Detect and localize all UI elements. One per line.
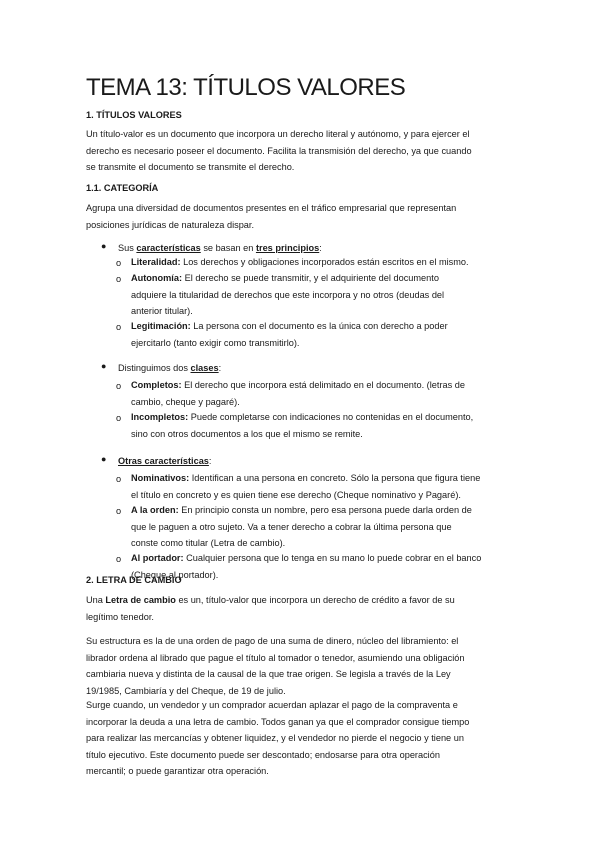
text-line: se transmite el documento se transmite el derecho.	[86, 162, 295, 173]
sub-item-label: A la orden:	[131, 505, 179, 515]
sub-bullet-icon: o	[116, 274, 122, 284]
text-line: 19/1985, Cambiaría y del Cheque, de 19 de julio.	[86, 685, 286, 696]
text-span: Una	[86, 595, 106, 605]
text-line: En principio consta un nombre, pero esa persona puede darla orden de	[178, 505, 472, 515]
text-line: cambio, cheque y pagaré).	[131, 396, 240, 407]
text-line: posiciones jurídicas de naturaleza dispar.	[86, 219, 255, 230]
section-heading-categoria: 1.1. CATEGORÍA	[86, 183, 159, 193]
text-line: Los derechos y obligaciones incorporados están escritos en el mismo.	[180, 257, 469, 267]
sub-item-incompletos	[131, 409, 473, 442]
text-line: El derecho que incorpora está delimitado en el documento. (letras de	[181, 380, 465, 390]
bullet-text: :	[208, 456, 212, 466]
sub-item-label: Completos:	[131, 380, 182, 390]
sub-item-label: Incompletos:	[131, 412, 189, 422]
text-line: Puede completarse con indicaciones no contenidas en el documento,	[188, 412, 474, 422]
bullet-text: Sus	[118, 243, 137, 253]
section-heading-letra-de-cambio: 2. LETRA DE CAMBIO	[86, 575, 182, 585]
text-line: para realizar las mercancías y obtener liquidez, y el vendedor no pierde el negocio y tiene un	[86, 733, 464, 744]
text-line: incorporar la deuda a una letra de cambio. Todos ganan ya que el comprador consigue tiempo	[86, 716, 470, 727]
bullet-text: se basan en	[200, 243, 256, 253]
underlined-term: Otras características	[118, 456, 209, 466]
bullet-clases	[118, 363, 221, 373]
text-line: cambiaria nueva y distinta de la causal de la que trae origen. Se legisla a través de la Ley	[86, 669, 451, 680]
text-line: título ejecutivo. Este documento puede ser descontado; endosarse para otra operación	[86, 749, 440, 760]
text-line: anterior titular).	[131, 306, 193, 317]
text-line: adquiere la titularidad de derechos que este incorpora y no otros (deudas del	[131, 289, 445, 300]
sub-bullet-icon: o	[116, 381, 122, 391]
section-2-paragraph-1	[86, 592, 455, 625]
text-line: Identifican a una persona en concreto. Sólo la persona que figura tiene	[189, 473, 481, 483]
sub-item-literalidad	[131, 254, 469, 271]
text-line: Su estructura es la de una orden de pago de una suma de dinero, núcleo del libramiento: el	[86, 636, 459, 646]
text-line: (Cheque al portador).	[131, 569, 219, 580]
bullet-text: :	[218, 363, 222, 373]
sub-item-label: Literalidad:	[131, 257, 181, 267]
underlined-term: tres principios	[255, 243, 320, 253]
sub-item-legitimacion	[131, 318, 448, 351]
text-line: librador ordena al librado que pague el título al tomador o tenedor, asumiendo una obligación	[86, 652, 465, 663]
section-2-paragraph-3	[86, 697, 469, 780]
section-2-paragraph-2	[86, 633, 464, 699]
text-line: el título en concreto y es quien tiene ese derecho (Cheque nominativo y Pagaré).	[131, 489, 461, 500]
text-line: derecho es necesario poseer el documento. Facilita la transmisión del derecho, ya que cuando	[86, 145, 472, 156]
section-heading-titulos-valores: 1. TÍTULOS VALORES	[86, 110, 182, 120]
text-line: Agrupa una diversidad de documentos presentes en el tráfico empresarial que representan	[86, 203, 457, 213]
bullet-dot-icon: ●	[101, 361, 107, 371]
text-line: conste como titular (Letra de cambio).	[131, 538, 286, 549]
bullet-caracteristicas	[118, 243, 322, 253]
underlined-term: clases	[190, 363, 219, 373]
text-line: legítimo tenedor.	[86, 611, 154, 622]
section-1-1-paragraph	[86, 200, 456, 233]
sub-bullet-icon: o	[116, 413, 122, 423]
sub-bullet-icon: o	[116, 554, 122, 564]
text-line: Un título-valor es un documento que incorpora un derecho literal y autónomo, y para ejercer el	[86, 129, 470, 139]
text-line: El derecho se puede transmitir, y el adquiriente del documento	[182, 273, 439, 283]
text-line: ejercitarlo (tanto exigir como transmitirlo).	[131, 337, 300, 348]
text-line: Cualquier persona que lo tenga en su mano lo puede cobrar en el banco	[183, 553, 482, 563]
sub-item-label: Autonomía:	[131, 273, 183, 283]
sub-bullet-icon: o	[116, 258, 122, 268]
bold-term: Letra de cambio	[105, 595, 176, 605]
text-line: Surge cuando, un vendedor y un comprador acuerdan aplazar el pago de la compraventa e	[86, 700, 458, 710]
sub-bullet-icon: o	[116, 474, 122, 484]
bullet-text: Distinguimos dos	[118, 363, 191, 373]
sub-item-label: Legitimación:	[131, 321, 191, 331]
bullet-otras-caracteristicas	[118, 456, 211, 466]
sub-item-nominativos	[131, 470, 480, 503]
sub-bullet-icon: o	[116, 506, 122, 516]
bullet-dot-icon: ●	[101, 454, 107, 464]
underlined-term: características	[136, 243, 201, 253]
sub-item-label: Nominativos:	[131, 473, 190, 483]
text-line: mercantil; o puede garantizar otra operación.	[86, 766, 269, 777]
sub-item-autonomia	[131, 270, 444, 320]
sub-item-a-la-orden	[131, 502, 472, 552]
bullet-text: :	[319, 243, 322, 253]
sub-item-completos	[131, 377, 465, 410]
text-line: sino con otros documentos a los que el mismo se remite.	[131, 428, 363, 439]
text-line: que le paguen a otro sujeto. Va a tener derecho a cobrar la última persona que	[131, 521, 452, 532]
sub-item-al-portador	[131, 550, 481, 583]
text-span: es un, título-valor que incorpora un derecho de crédito a favor de su	[175, 595, 455, 605]
sub-bullet-icon: o	[116, 322, 122, 332]
section-1-paragraph	[86, 126, 472, 176]
text-line: La persona con el documento es la única con derecho a poder	[190, 321, 448, 331]
page-title: TEMA 13: TÍTULOS VALORES	[86, 74, 406, 101]
sub-item-label: Al portador:	[131, 553, 184, 563]
bullet-dot-icon: ●	[101, 241, 107, 251]
